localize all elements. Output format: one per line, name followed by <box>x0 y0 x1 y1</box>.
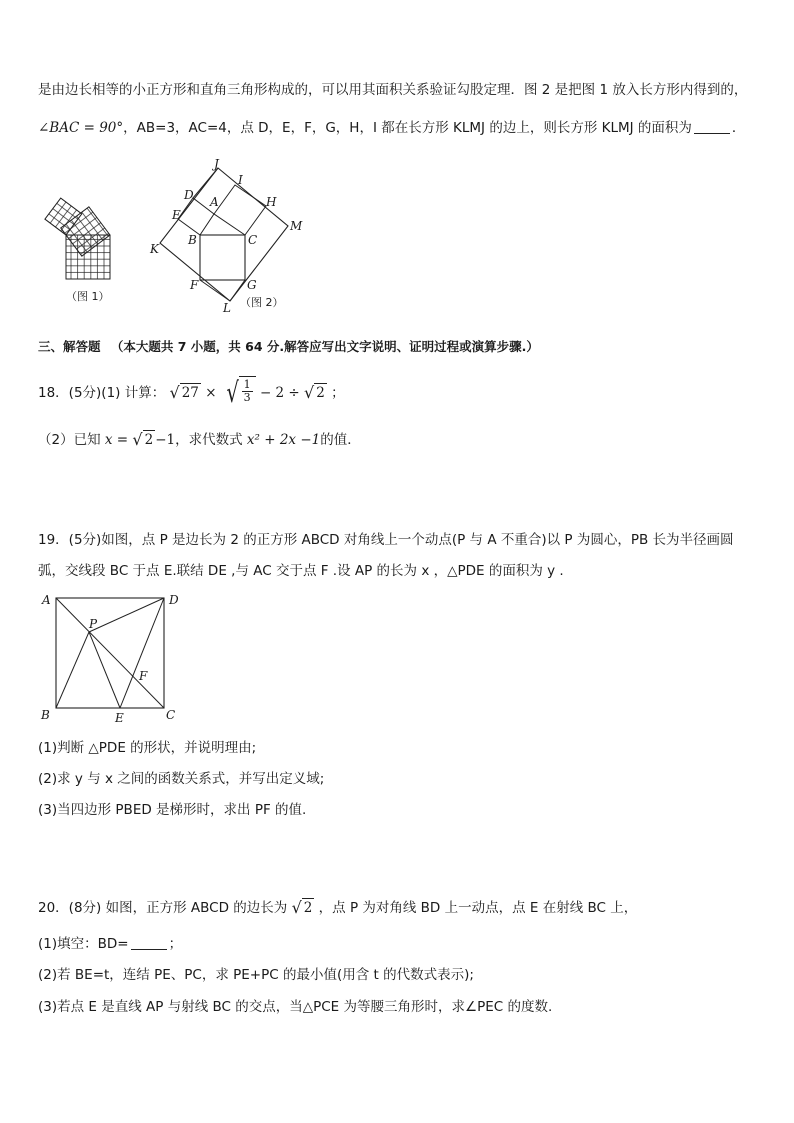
q20-sub-2: (2)若 BE=t，连结 PE、PC，求 PE+PC 的最小值(用含 t 的代数式表示); <box>38 967 474 983</box>
q19-sub-2: (2)求 y 与 x 之间的函数关系式，并写出定义域; <box>38 771 325 787</box>
q20-sub1-prefix: (1)填空：BD= <box>38 936 129 952</box>
figure-1-caption: （图 1） <box>66 290 110 303</box>
sqrt-one-third: √ $\frac{1}{3}$ <box>221 376 256 410</box>
label-B: B <box>188 233 197 247</box>
label-F: F <box>190 278 199 292</box>
label-C: C <box>248 233 258 247</box>
section-3-note: （本大题共 7 小题，共 64 分.解答应写出文字说明、证明过程或演算步骤.） <box>110 339 539 354</box>
q19-figure <box>38 590 188 725</box>
q19-label-D: D <box>169 593 179 607</box>
q19-sub-3: (3)当四边形 PBED 是梯形时，求出 PF 的值. <box>38 802 307 818</box>
label-M: M <box>290 219 303 233</box>
q18-number: 18．(5分)(1) 计算： <box>38 385 166 401</box>
q19-line-2: 弧，交线段 BC 于点 E.联结 DE ,与 AC 交于点 F .设 AP 的长为 x ，△PDE 的面积为 y . <box>38 563 564 579</box>
figure-2-caption: （图 2） <box>240 296 284 309</box>
q20-sub1-end: ； <box>168 936 183 952</box>
q19-label-A: A <box>42 593 51 607</box>
times-sign: × <box>205 385 217 401</box>
intro-line-1: 是由边长相等的小正方形和直角三角形构成的，可以用其面积关系验证勾股定理．图 2 是把图 1 放入长方形内得到的， <box>38 82 748 98</box>
q18-p2-mid: ，求代数式 <box>175 432 243 448</box>
algebraic-expression: x² + 2x −1 <box>246 432 321 448</box>
x-equals: x = <box>104 432 129 448</box>
label-D: D <box>184 188 194 202</box>
q18-part2 <box>38 430 764 450</box>
q19-label-E: E <box>115 711 124 725</box>
square-bcgf <box>200 235 245 280</box>
q18-part1 <box>38 376 764 409</box>
intro-line-2-text: ，AB=3，AC=4，点 D，E，F，G，H，I 都在长方形 KLMJ 的边上，则长方形 KLMJ 的面积为 <box>123 120 692 136</box>
answer-blank[interactable] <box>694 119 730 134</box>
q19-label-F: F <box>139 669 148 683</box>
q18-p2-end: 的值． <box>320 432 361 448</box>
label-I: I <box>238 173 243 187</box>
bd-answer-blank[interactable] <box>131 935 167 950</box>
sqrt-27: √ 27 <box>169 383 199 402</box>
q20-line-1 <box>38 898 764 918</box>
label-L: L <box>223 301 231 315</box>
q20-prefix: 20．(8分) 如图，正方形 ABCD 的边长为 <box>38 900 288 916</box>
angle-bac: ∠BAC = 90° <box>38 120 124 136</box>
minus-1: −1 <box>155 432 176 448</box>
q20-sub-1 <box>38 934 764 954</box>
label-H: H <box>266 195 277 209</box>
figure-2 <box>148 158 308 318</box>
q20-rest: ，点 P 为对角线 BD 上一动点，点 E 在射线 BC 上， <box>318 900 638 916</box>
label-E: E <box>172 208 181 222</box>
section-3-title: 三、解答题 <box>38 339 101 354</box>
q19-label-B: B <box>41 708 50 722</box>
q19-label-C: C <box>166 708 176 722</box>
q19-label-P: P <box>89 617 98 631</box>
label-K: K <box>150 242 159 256</box>
minus-2-div: − 2 ÷ <box>259 385 300 401</box>
section-3-header <box>38 337 764 357</box>
q20-sqrt-2: √ 2 <box>291 898 313 917</box>
label-G: G <box>247 278 257 292</box>
sqrt-2-b: √ 2 <box>132 430 154 449</box>
label-J: J <box>214 158 219 171</box>
label-A: A <box>210 195 219 209</box>
q20-sub-3: (3)若点 E 是直线 AP 与射线 BC 的交点，当△PCE 为等腰三角形时，求∠PEC 的度数. <box>38 999 553 1015</box>
q18-p2-prefix: （2）已知 <box>38 432 101 448</box>
q19-line-1: 19．(5分)如图，点 P 是边长为 2 的正方形 ABCD 对角线上一个动点(P 与 A 不重合)以 P 为圆心，PB 长为半径画圆 <box>38 532 734 548</box>
intro-line-2-end: ． <box>731 120 746 136</box>
sqrt-2: √ 2 <box>304 383 325 402</box>
figure-1 <box>38 180 143 305</box>
q18-end: ； <box>331 385 345 401</box>
intro-line-2 <box>38 118 764 138</box>
q19-sub-1: (1)判断 △PDE 的形状，并说明理由; <box>38 740 257 756</box>
